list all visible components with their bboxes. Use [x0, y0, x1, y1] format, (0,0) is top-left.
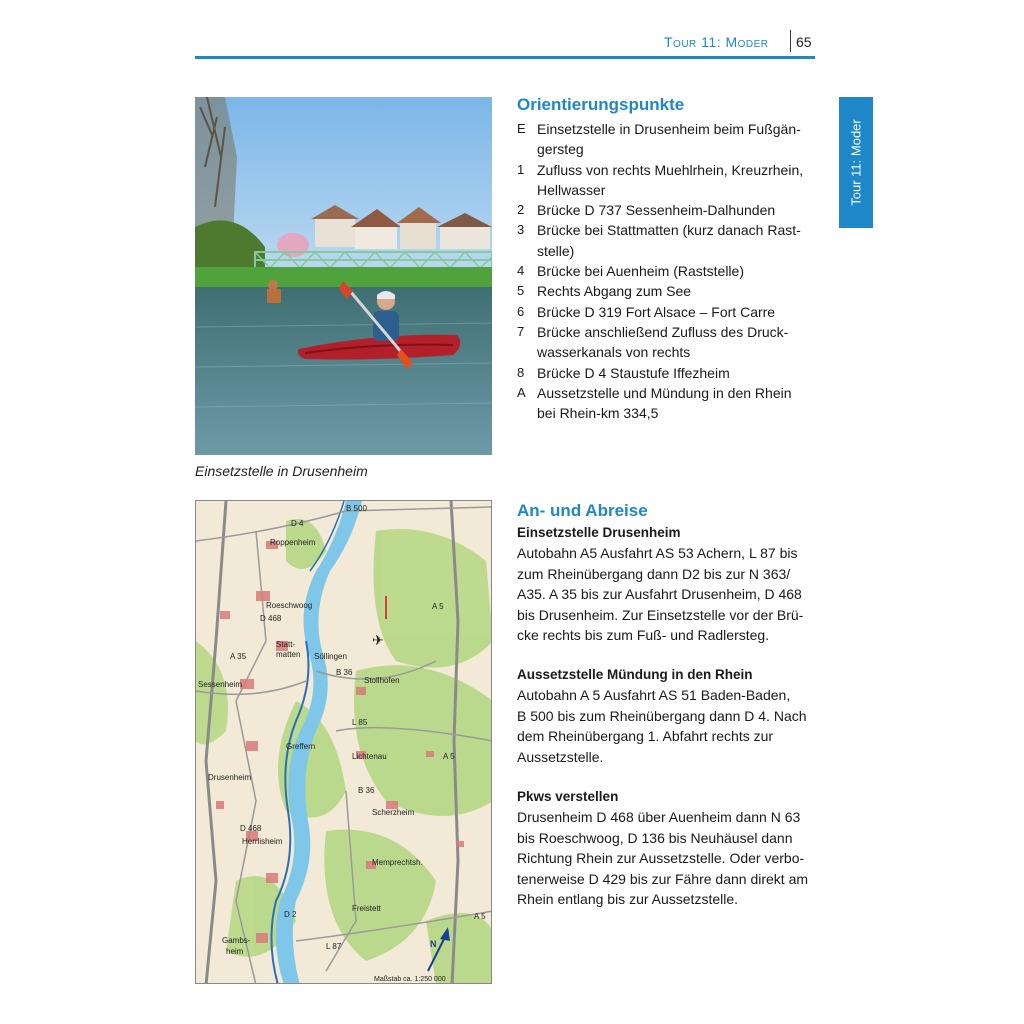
text-line: stelle): [537, 242, 575, 259]
map-label: matten: [276, 650, 301, 659]
map-label: A 5: [432, 602, 444, 611]
route-map: [195, 500, 492, 984]
map-label: Drusenheim: [208, 773, 252, 782]
map-label: L 87: [326, 942, 342, 951]
map-label: A 5: [443, 752, 455, 761]
text-line: Autobahn A5 Ausfahrt AS 53 Achern, L 87 bis: [517, 545, 798, 561]
map-label: D 2: [284, 910, 297, 919]
orientation-point-item: [517, 119, 817, 160]
text-line: dem Rheinübergang 1. Abfahrt rechts zur: [517, 728, 774, 745]
orientation-point-item: [517, 160, 817, 201]
text-line: A35. A 35 bis zur Ausfahrt Drusenheim, D 468: [517, 586, 802, 603]
header-rule: [195, 56, 815, 59]
map-label: L 85: [352, 718, 368, 727]
text-line: Zufluss von rechts Muehlrhein, Kreuzrhein,: [537, 161, 804, 178]
header-separator: [790, 30, 791, 52]
text-line: Rhein entlang bis zur Aussetzstelle.: [517, 891, 739, 908]
orientation-point-key: 5: [517, 283, 525, 299]
text-line: Hellwasser: [537, 181, 606, 198]
text-line: Brücke anschließend Zufluss des Druck-: [537, 323, 789, 340]
text-line: cke rechts bis zum Fuß- und Radlersteg.: [517, 627, 770, 644]
text-line: Brücke bei Auenheim (Raststelle): [537, 263, 744, 280]
map-label: Söllingen: [314, 652, 347, 661]
orientation-point-text: [537, 119, 817, 160]
map-label: Statt-: [276, 640, 296, 649]
orientation-point-key: 2: [517, 202, 525, 218]
orientation-point-item: [517, 220, 817, 261]
north-label: N: [430, 939, 437, 949]
orientation-point-key: A: [517, 384, 526, 400]
orientation-point-text: [537, 383, 817, 424]
text-line: gersteg: [537, 141, 584, 158]
orientation-point-item: [517, 322, 817, 363]
orientation-point-text: [537, 322, 817, 363]
map-scale: Maßstab ca. 1:250 000: [374, 976, 446, 983]
text-line: Brücke D 319 Fort Alsace – Fort Carre: [537, 303, 776, 320]
orientation-point-text: [537, 200, 817, 220]
map-label: A 5: [474, 912, 486, 921]
map-label: Memprechtsh.: [372, 858, 423, 867]
map-label: A 35: [230, 652, 247, 661]
map-label: D 4: [291, 519, 304, 528]
map-label: Gambs-: [222, 936, 251, 945]
map-label: Greffern: [286, 742, 316, 751]
einsetzstelle-subheading: Einsetzstelle Drusenheim: [517, 525, 681, 540]
orientation-point-text: [537, 220, 817, 261]
orientation-point-text: [537, 160, 817, 201]
orientation-point-text: [537, 261, 817, 281]
orientation-point-text: [537, 302, 817, 322]
text-line: bei Rhein-km 334,5: [537, 405, 659, 422]
orientation-point-item: [517, 281, 817, 301]
text-line: bis Drusenheim. Zur Einsetzstelle vor der Brü-: [517, 606, 804, 623]
text-line: Rechts Abgang zum See: [537, 283, 692, 300]
text-line: Drusenheim D 468 über Auenheim dann N 63: [517, 809, 801, 825]
photo-caption: Einsetzstelle in Drusenheim: [195, 463, 368, 479]
orientation-point-text: [537, 363, 817, 383]
map-label: D 468: [260, 614, 282, 623]
orientation-points-heading: Orientierungspunkte: [517, 95, 685, 114]
map-label: B 500: [346, 504, 367, 513]
text-line: Autobahn A 5 Ausfahrt AS 51 Baden-Baden,: [517, 687, 791, 703]
kayak-photo: [195, 97, 492, 455]
orientation-point-key: 4: [517, 263, 525, 279]
orientation-point-item: [517, 302, 817, 322]
text-line: Brücke D 737 Sessenheim-Dalhunden: [537, 202, 776, 219]
text-line: Aussetzstelle und Mündung in den Rhein: [537, 384, 792, 401]
map-label: Freistett: [352, 904, 381, 913]
map-label: Herrlisheim: [242, 837, 283, 846]
map-label: Stollhofen: [364, 676, 400, 685]
map-label: Roppenheim: [270, 538, 316, 547]
orientation-point-item: [517, 261, 817, 281]
side-tab-label: Tour 11: Moder: [848, 119, 864, 206]
pkws-text: [517, 807, 817, 910]
orientation-point-key: E: [517, 121, 526, 136]
chapter-side-tab: [839, 97, 873, 228]
text-line: tenerweise D 429 bis zur Fähre dann direkt am: [517, 870, 809, 887]
orientation-point-key: 3: [517, 222, 525, 238]
orientation-point-key: 7: [517, 323, 525, 339]
map-label: B 36: [336, 668, 353, 677]
text-line: B 500 bis zum Rheinübergang dann D 4. Nach: [517, 707, 807, 724]
orientation-point-item: [517, 383, 817, 424]
map-label: heim: [226, 947, 244, 956]
einsetzstelle-text: [517, 543, 817, 646]
map-label: D 468: [240, 824, 262, 833]
text-line: zum Rheinübergang dann D2 bis zur N 363/: [517, 565, 791, 582]
orientation-point-item: [517, 363, 817, 383]
map-label: Lichtenau: [352, 752, 387, 761]
pkws-subheading: Pkws verstellen: [517, 789, 619, 804]
orientation-points-list: [517, 119, 817, 423]
orientation-point-key: 6: [517, 303, 525, 319]
orientation-point-item: [517, 200, 817, 220]
page-number: 65: [796, 34, 812, 50]
orientation-point-text: [537, 281, 817, 301]
text-line: Brücke D 4 Staustufe Iffezheim: [537, 364, 730, 381]
orientation-point-key: 8: [517, 364, 525, 380]
text-line: Richtung Rhein zur Aussetzstelle. Oder verbo-: [517, 850, 805, 867]
svg-text:✈: ✈: [372, 632, 384, 648]
text-line: Brücke bei Stattmatten (kurz danach Rast-: [537, 222, 801, 239]
map-label: Roeschwoog: [266, 601, 313, 610]
running-title: Tour 11: Moder: [664, 34, 769, 50]
aussetzstelle-subheading: Aussetzstelle Mündung in den Rhein: [517, 667, 753, 682]
map-label: B 36: [358, 786, 375, 795]
text-line: Einsetzstelle in Drusenheim beim Fußgän-: [537, 121, 801, 137]
orientation-point-key: 1: [517, 161, 525, 177]
map-label: Scherzheim: [372, 808, 415, 817]
map-label: Sessenheim: [198, 680, 243, 689]
text-line: Aussetzstelle.: [517, 748, 604, 765]
travel-heading: An- und Abreise: [517, 501, 648, 520]
aussetzstelle-text: [517, 685, 817, 767]
text-line: bis Roeschwoog, D 136 bis Neuhäusel dann: [517, 829, 793, 846]
text-line: wasserkanals von rechts: [537, 344, 691, 361]
